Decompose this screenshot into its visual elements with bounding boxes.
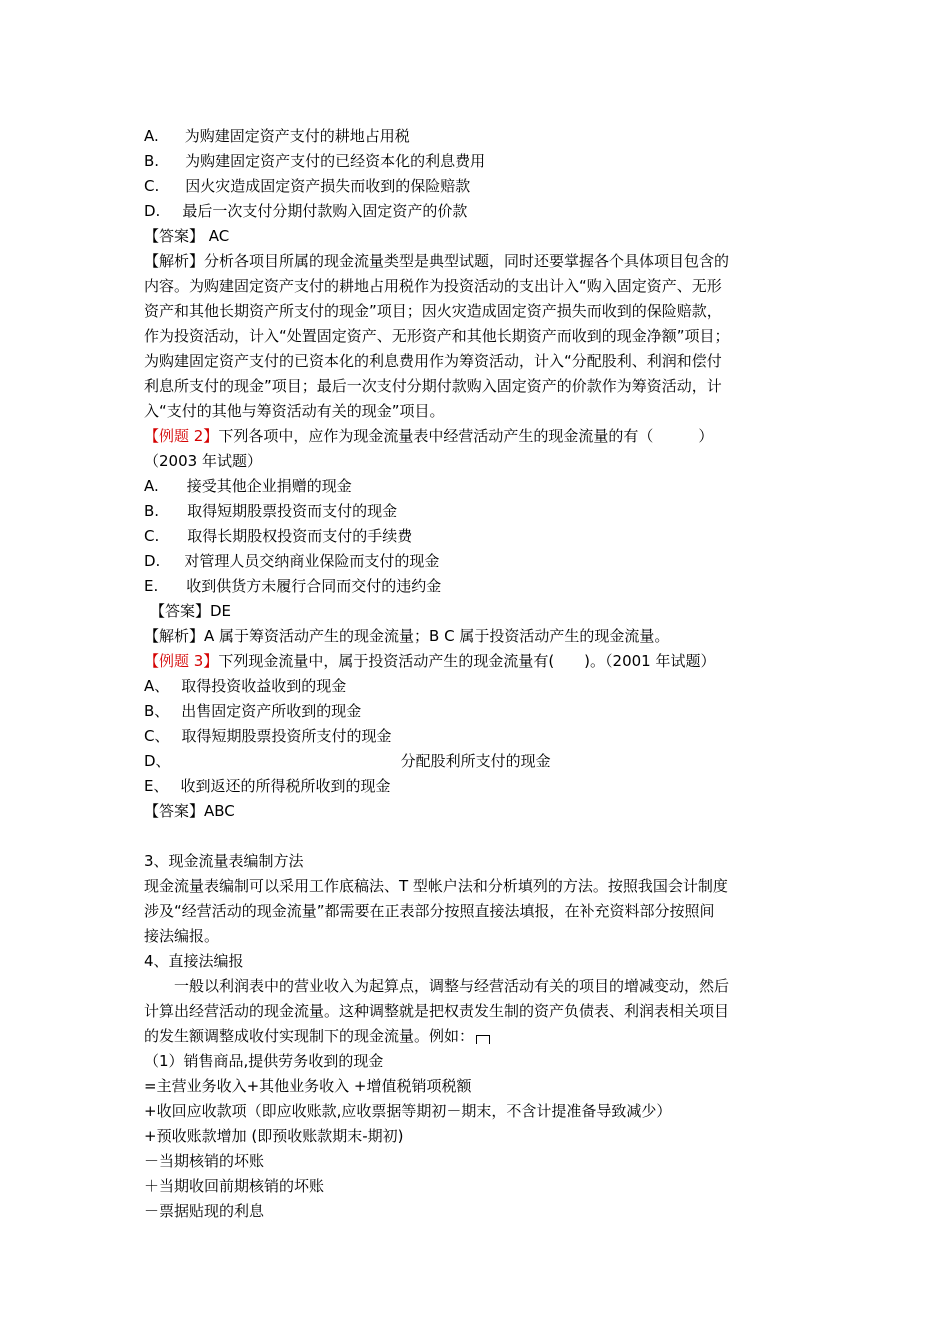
section3-body-line: 涉及“经营活动的现金流量”都需要在正表部分按照直接法填报，在补充资料部分按照间 — [144, 902, 715, 920]
cursor-mark-icon — [476, 1035, 490, 1044]
q3-option-e: E、 收到返还的所得税所收到的现金 — [144, 777, 391, 795]
q3-answer: 【答案】ABC — [144, 802, 235, 820]
section4-title: 4、直接法编报 — [144, 952, 244, 970]
section4-body-line: 一般以利润表中的营业收入为起算点，调整与经营活动有关的项目的增减变动，然后 — [174, 977, 730, 995]
q2-analysis: 【解析】A 属于筹资活动产生的现金流量；B C 属于投资活动产生的现金流量。 — [144, 627, 670, 645]
section4-body-line: 计算出经营活动的现金流量。这种调整就是把权责发生制的资产负债表、利润表相关项目 — [144, 1002, 730, 1020]
q2-option-b: B. 取得短期股票投资而支付的现金 — [144, 502, 398, 520]
q1-analysis-line: 为购建固定资产支付的已资本化的利息费用作为筹资活动，计入“分配股利、利润和偿付 — [144, 352, 722, 370]
q2-option-a: A. 接受其他企业捐赠的现金 — [144, 477, 352, 495]
formula-line: ＋当期收回前期核销的坏账 — [144, 1177, 325, 1195]
section3-title: 3、现金流量表编制方法 — [144, 852, 304, 870]
q2-marker: 【例题 2】 — [144, 427, 219, 445]
q3-marker: 【例题 3】 — [144, 652, 219, 670]
q3-stem: 【例题 3】下列现金流量中，属于投资活动产生的现金流量有( )。（2001 年试题） — [144, 652, 716, 670]
q2-year: （2003 年试题） — [144, 452, 262, 470]
formula-line: +预收账款增加 (即预收账款期末-期初) — [144, 1127, 404, 1145]
q1-analysis-line: 资产和其他长期资产所支付的现金”项目；因火灾造成固定资产损失而收到的保险赔款， — [144, 302, 722, 320]
q2-option-d: D. 对管理人员交纳商业保险而支付的现金 — [144, 552, 440, 570]
q2-stem: 【例题 2】下列各项中，应作为现金流量表中经营活动产生的现金流量的有（ ） — [144, 427, 714, 445]
q1-option-c: C. 因火灾造成固定资产损失而收到的保险赔款 — [144, 177, 471, 195]
q3-option-d: D、 分配股利所支付的现金 — [144, 752, 551, 770]
q1-option-d: D. 最后一次支付分期付款购入固定资产的价款 — [144, 202, 468, 220]
q3-option-b: B、 出售固定资产所收到的现金 — [144, 702, 362, 720]
q3-option-c: C、 取得短期股票投资所支付的现金 — [144, 727, 392, 745]
q1-analysis-line: 入“支付的其他与筹资活动有关的现金”项目。 — [144, 402, 445, 420]
q1-option-a: A. 为购建固定资产支付的耕地占用税 — [144, 127, 410, 145]
q1-option-b: B. 为购建固定资产支付的已经资本化的利息费用 — [144, 152, 486, 170]
q3-option-a: A、 取得投资收益收到的现金 — [144, 677, 347, 695]
q1-analysis-line: 【解析】分析各项目所属的现金流量类型是典型试题，同时还要掌握各个具体项目包含的 — [144, 252, 730, 270]
q1-analysis-line: 内容。为购建固定资产支付的耕地占用税作为投资活动的支出计入“购入固定资产、无形 — [144, 277, 722, 295]
q1-analysis-line: 利息所支付的现金”项目；最后一次支付分期付款购入固定资产的价款作为筹资活动，计 — [144, 377, 722, 395]
q1-answer: 【答案】 AC — [144, 227, 230, 245]
section3-body-line: 现金流量表编制可以采用工作底稿法、T 型帐户法和分析填列的方法。按照我国会计制度 — [144, 877, 728, 895]
section4-body-line: 的发生额调整成收付实现制下的现金流量。例如： — [144, 1026, 490, 1046]
q2-answer: 【答案】DE — [150, 602, 232, 620]
formula-line: +收回应收款项（即应收账款,应收票据等期初－期末，不含计提准备导致减少） — [144, 1102, 672, 1120]
q1-analysis-line: 作为投资活动，计入“处置固定资产、无形资产和其他长期资产而收到的现金净额”项目； — [144, 327, 730, 345]
q2-option-c: C. 取得长期股权投资而支付的手续费 — [144, 527, 413, 545]
q2-option-e: E. 收到供货方未履行合同而交付的违约金 — [144, 577, 442, 595]
section3-body-line: 接法编报。 — [144, 927, 220, 945]
formula-line: －票据贴现的利息 — [144, 1202, 265, 1220]
formula-line: －当期核销的坏账 — [144, 1152, 265, 1170]
formula-line: （1）销售商品,提供劳务收到的现金 — [144, 1052, 384, 1070]
formula-line: =主营业务收入+其他业务收入 +增值税销项税额 — [144, 1077, 472, 1095]
